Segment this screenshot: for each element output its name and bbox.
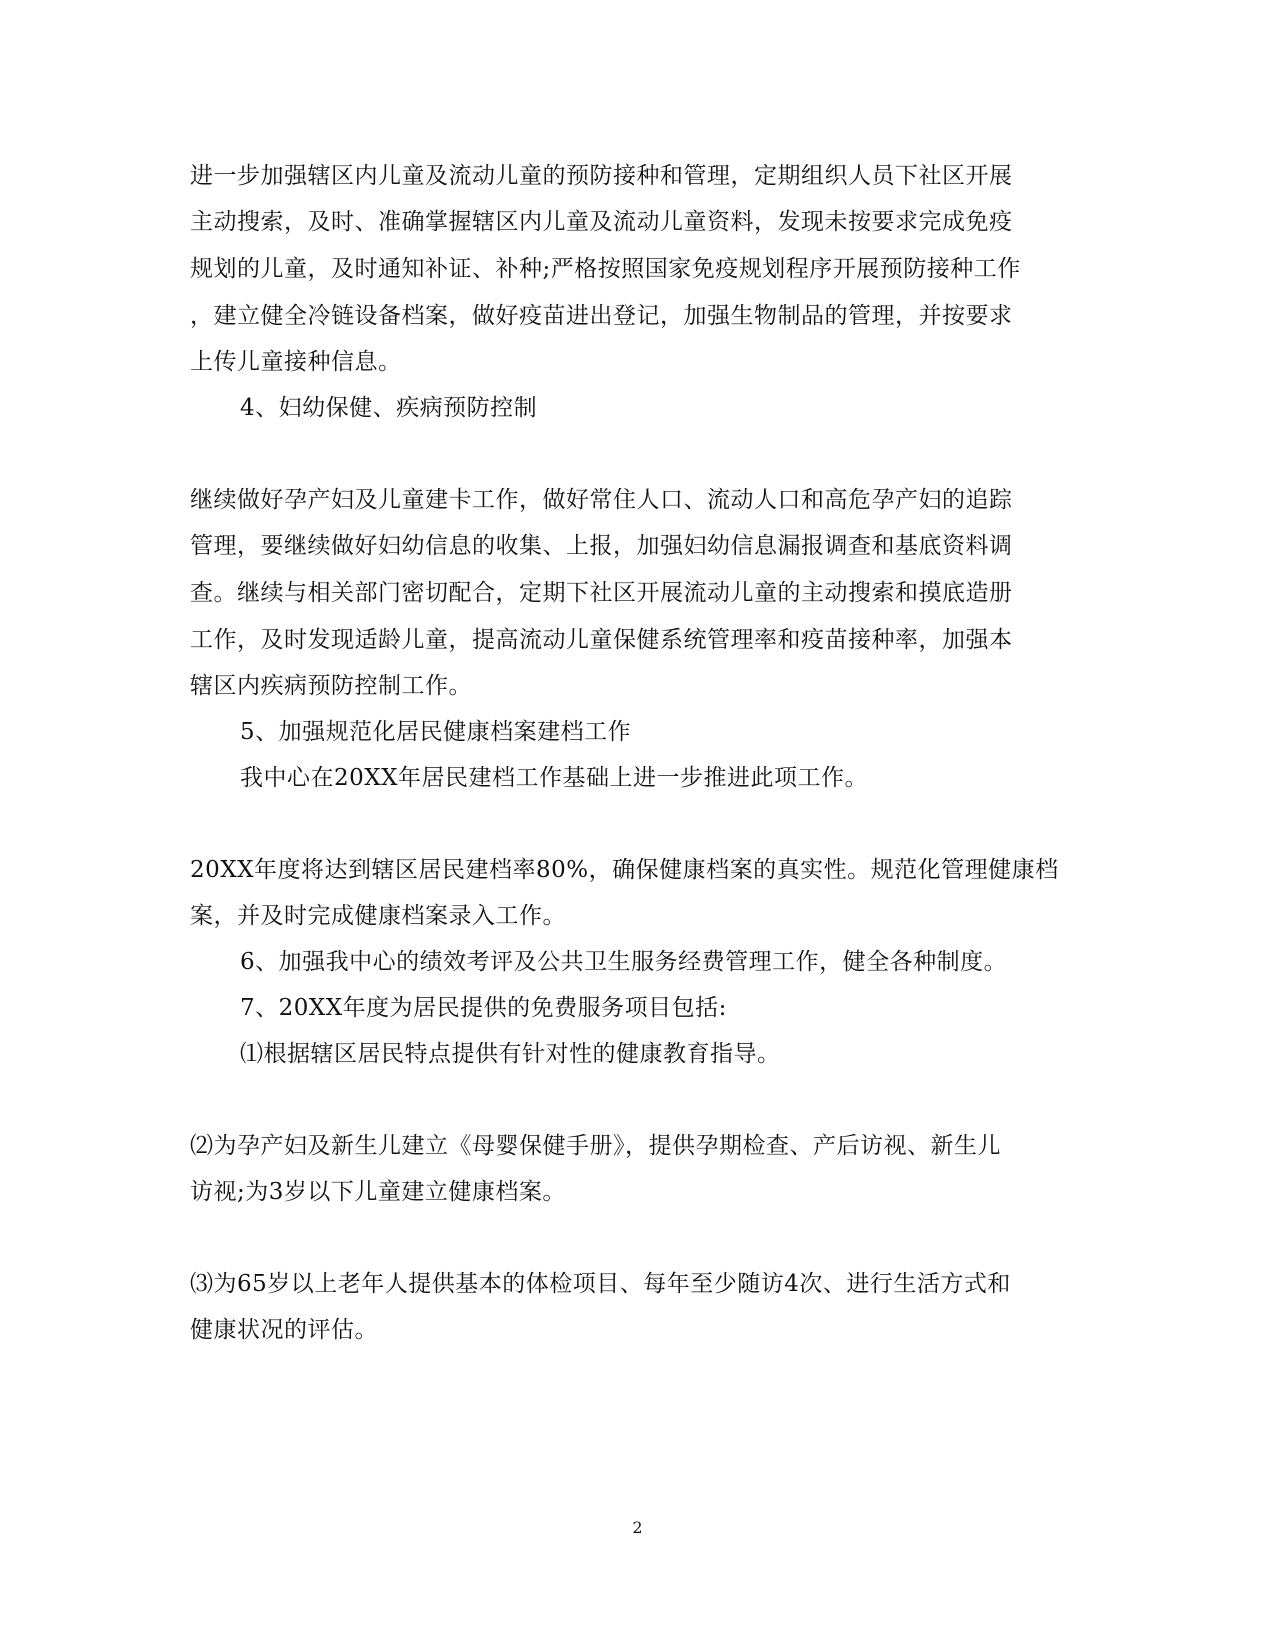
paragraph-line: 主动搜索，及时、准确掌握辖区内儿童及流动儿童资料，发现未按要求完成免疫 bbox=[190, 209, 1013, 235]
paragraph-line: 继续做好孕产妇及儿童建卡工作，做好常住人口、流动人口和高危孕产妇的追踪 bbox=[190, 487, 1013, 513]
paragraph-line: 管理，要继续做好妇幼信息的收集、上报，加强妇幼信息漏报调查和基底资料调 bbox=[190, 533, 1013, 559]
list-item: ⑵为孕产妇及新生儿建立《母婴保健手册》，提供孕期检查、产后访视、新生儿 bbox=[190, 1133, 1001, 1159]
paragraph-line: 20XX年度将达到辖区居民建档率80%，确保健康档案的真实性。规范化管理健康档 bbox=[190, 857, 1059, 883]
paragraph-line: 辖区内疾病预防控制工作。 bbox=[190, 673, 472, 699]
paragraph-line: 查。继续与相关部门密切配合，定期下社区开展流动儿童的主动搜索和摸底造册 bbox=[190, 580, 1013, 606]
paragraph-line: 案，并及时完成健康档案录入工作。 bbox=[190, 903, 566, 929]
paragraph-line: 进一步加强辖区内儿童及流动儿童的预防接种和管理，定期组织人员下社区开展 bbox=[190, 163, 1013, 189]
list-item: ⑴根据辖区居民特点提供有针对性的健康教育指导。 bbox=[240, 1041, 781, 1067]
section-heading: 4、妇幼保健、疾病预防控制 bbox=[240, 395, 538, 421]
page-number: 2 bbox=[632, 1518, 643, 1537]
paragraph-line: ，建立健全冷链设备档案，做好疫苗进出登记，加强生物制品的管理，并按要求 bbox=[190, 303, 1013, 329]
paragraph-line: 健康状况的评估。 bbox=[190, 1317, 378, 1343]
paragraph-line: 上传儿童接种信息。 bbox=[190, 349, 402, 375]
section-heading: 5、加强规范化居民健康档案建档工作 bbox=[240, 719, 632, 745]
list-item: ⑶为65岁以上老年人提供基本的体检项目、每年至少随访4次、进行生活方式和 bbox=[190, 1271, 1011, 1297]
paragraph-line: 工作，及时发现适龄儿童，提高流动儿童保健系统管理率和疫苗接种率，加强本 bbox=[190, 627, 1013, 653]
section-heading: 7、20XX年度为居民提供的免费服务项目包括: bbox=[240, 995, 727, 1021]
section-heading: 6、加强我中心的绩效考评及公共卫生服务经费管理工作，健全各种制度。 bbox=[240, 949, 1008, 975]
paragraph-line: 规划的儿童，及时通知补证、补种;严格按照国家免疫规划程序开展预防接种工作 bbox=[190, 256, 1021, 282]
paragraph-line: 访视;为3岁以下儿童建立健康档案。 bbox=[190, 1179, 566, 1205]
paragraph-line: 我中心在20XX年居民建档工作基础上进一步推进此项工作。 bbox=[240, 765, 869, 791]
